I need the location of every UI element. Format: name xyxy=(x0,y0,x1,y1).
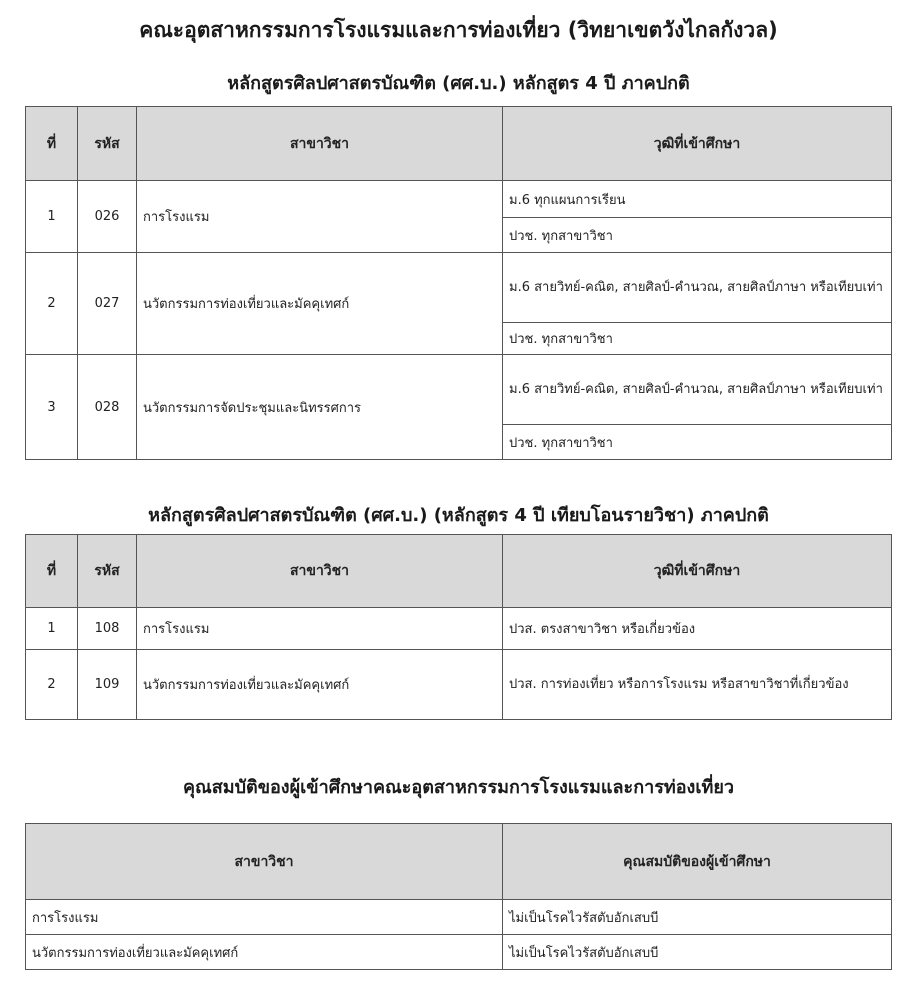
row-no: 2 xyxy=(26,253,78,355)
header-major: สาขาวิชา xyxy=(26,824,503,900)
table-row xyxy=(26,355,892,425)
section3-title: คุณสมบัติของผู้เข้าศึกษาคณะอุตสาหกรรมการโรงแรมและการท่องเที่ยว xyxy=(182,777,735,798)
row-qualification: ปวช. ทุกสาขาวิชา xyxy=(503,425,892,460)
program-table-transfer xyxy=(25,534,892,720)
row-qualification: ปวส. การท่องเที่ยว หรือการโรงแรม หรือสาขาวิชาที่เกี่ยวข้อง xyxy=(503,650,892,720)
table-header-row xyxy=(26,824,892,900)
row-qualification: ปวช. ทุกสาขาวิชา xyxy=(503,323,892,355)
header-no: ที่ xyxy=(26,535,78,608)
row-code: 108 xyxy=(78,608,137,650)
row-code: 026 xyxy=(78,181,137,253)
row-major: นวัตกรรมการท่องเที่ยวและมัคคุเทศก์ xyxy=(137,650,503,720)
header-code: รหัส xyxy=(78,107,137,181)
table-header-row xyxy=(26,107,892,181)
qualification-table xyxy=(25,823,892,970)
row-major: การโรงแรม xyxy=(26,900,503,935)
row-qualification: ม.6 ทุกแผนการเรียน xyxy=(503,181,892,218)
page-title: คณะอุตสาหกรรมการโรงแรมและการท่องเที่ยว (วิทยาเขตวังไกลกังวล) xyxy=(139,18,778,42)
row-major: การโรงแรม xyxy=(137,181,503,253)
header-no: ที่ xyxy=(26,107,78,181)
row-no: 1 xyxy=(26,181,78,253)
row-qualification: ม.6 สายวิทย์-คณิต, สายศิลป์-คำนวณ, สายศิลป์ภาษา หรือเทียบเท่า xyxy=(503,253,892,323)
table-row xyxy=(26,650,892,720)
section1-title: หลักสูตรศิลปศาสตรบัณฑิต (ศศ.บ.) หลักสูตร 4 ปี ภาคปกติ xyxy=(227,73,690,94)
table-header-row xyxy=(26,535,892,608)
header-qualification: วุฒิที่เข้าศึกษา xyxy=(503,535,892,608)
header-property: คุณสมบัติของผู้เข้าศึกษา xyxy=(503,824,892,900)
row-no: 3 xyxy=(26,355,78,460)
row-major: นวัตกรรมการท่องเที่ยวและมัคคุเทศก์ xyxy=(137,253,503,355)
row-code: 027 xyxy=(78,253,137,355)
header-code: รหัส xyxy=(78,535,137,608)
row-major: นวัตกรรมการท่องเที่ยวและมัคคุเทศก์ xyxy=(26,935,503,970)
row-no: 1 xyxy=(26,608,78,650)
row-qualification: ปวส. ตรงสาขาวิชา หรือเกี่ยวข้อง xyxy=(503,608,892,650)
header-major: สาขาวิชา xyxy=(137,535,503,608)
row-major: นวัตกรรมการจัดประชุมและนิทรรศการ xyxy=(137,355,503,460)
header-qualification: วุฒิที่เข้าศึกษา xyxy=(503,107,892,181)
row-major: การโรงแรม xyxy=(137,608,503,650)
row-code: 028 xyxy=(78,355,137,460)
section2-title: หลักสูตรศิลปศาสตรบัณฑิต (ศศ.บ.) (หลักสูตร 4 ปี เทียบโอนรายวิชา) ภาคปกติ xyxy=(148,505,769,526)
table-row xyxy=(26,608,892,650)
table-row xyxy=(26,253,892,323)
program-table-regular xyxy=(25,106,892,460)
table-row xyxy=(26,181,892,218)
row-qualification: ปวช. ทุกสาขาวิชา xyxy=(503,218,892,253)
row-code: 109 xyxy=(78,650,137,720)
row-property: ไม่เป็นโรคไวรัสตับอักเสบบี xyxy=(503,935,892,970)
row-qualification: ม.6 สายวิทย์-คณิต, สายศิลป์-คำนวณ, สายศิลป์ภาษา หรือเทียบเท่า xyxy=(503,355,892,425)
row-no: 2 xyxy=(26,650,78,720)
table-row xyxy=(26,935,892,970)
table-row xyxy=(26,900,892,935)
row-property: ไม่เป็นโรคไวรัสตับอักเสบบี xyxy=(503,900,892,935)
header-major: สาขาวิชา xyxy=(137,107,503,181)
